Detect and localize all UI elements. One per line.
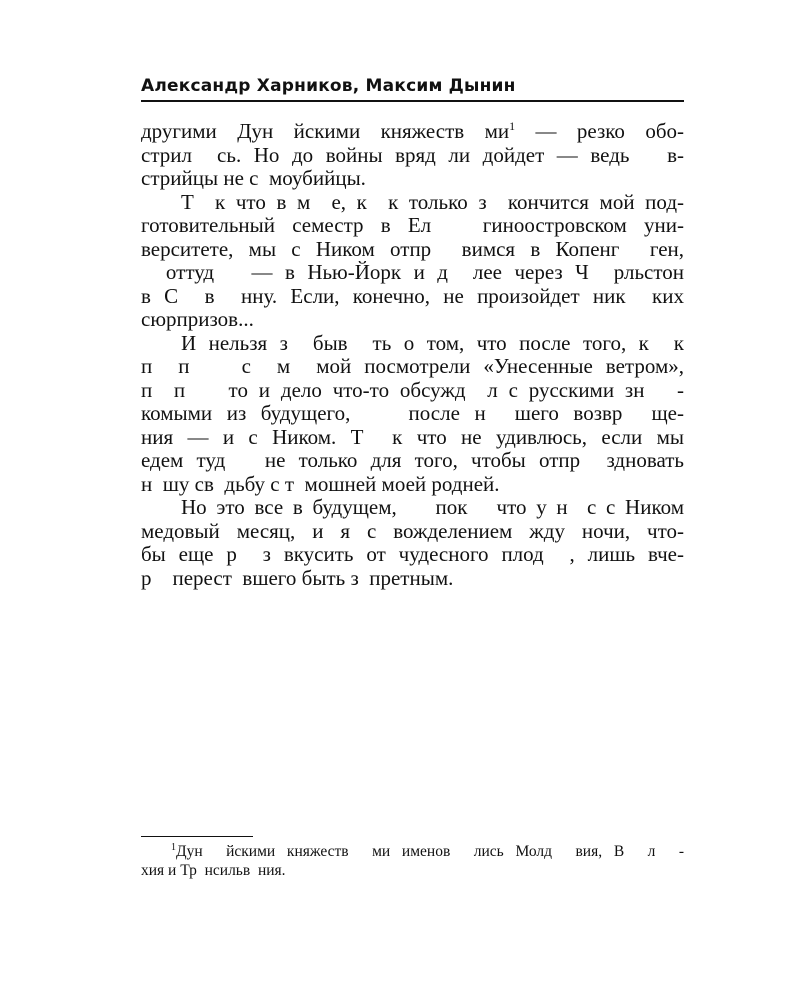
text-line: в С в нну. Если, конечно, не произойдет ник ких: [141, 284, 684, 308]
running-header: [141, 74, 684, 102]
text-line: оттуд — в Нью-Йорк и д лее через Ч рльстон: [141, 261, 684, 284]
text-line: сюрпризов...: [141, 308, 254, 331]
text-line: верситете, мы с Ником отпр вимся в Копенг ген,: [141, 237, 684, 261]
text-line: комыми из будущего, после н шего возвр ще-: [141, 402, 684, 425]
text-line: стрил сь. Но до войны вряд ли дойдет — ведь в-: [141, 143, 684, 167]
footnote-marker: 1: [171, 842, 176, 853]
text-line: р перест вшего быть з претным.: [141, 566, 454, 590]
footnote-ref[interactable]: 1: [509, 120, 516, 133]
text-line: Т к что в м е, к к только з кончится мой под-: [181, 190, 684, 214]
footnote: [141, 842, 684, 880]
text-line: И нельзя з быв ть о том, что после того, к к: [181, 331, 684, 355]
text-line: п п то и дело что-то обсужд л с русскими зн -: [141, 378, 684, 402]
text-line: стрийцы не с моубийцы.: [141, 167, 366, 190]
body-text: [141, 120, 684, 590]
text-line: бы еще р з вкусить от чудесного плод , лишь вче-: [141, 543, 684, 566]
header-title: Александр Харников, Максим Дынин: [141, 76, 516, 96]
text-line: медовый месяц, и я с вожделением жду ночи, что-: [141, 519, 684, 543]
text-line: ния — и с Ником. Т к что не удивлюсь, если мы: [141, 425, 684, 449]
footnote-divider: [141, 836, 253, 837]
footnote-line: $^1$Дун йскими княжеств ми именов лись Молд вия, В л -: [171, 842, 684, 860]
text-line: другими Дун йскими княжеств $ми^1$ — резко обо-: [141, 120, 684, 143]
text-line: готовительный семестр в Ел гиноостровском уни-: [141, 214, 684, 237]
text-line: едем туд не только для того, чтобы отпр здновать: [141, 449, 684, 472]
footnote-line: хия и Тр нсильв ния.: [141, 862, 286, 879]
text-line: п п с м мой посмотрели «Унесенные ветром»,: [141, 355, 684, 378]
text-line: Но это все в будущем, пок что у н с с Ником: [181, 496, 684, 519]
text-line: н шу св дьбу с т мошней моей родней.: [141, 472, 500, 496]
